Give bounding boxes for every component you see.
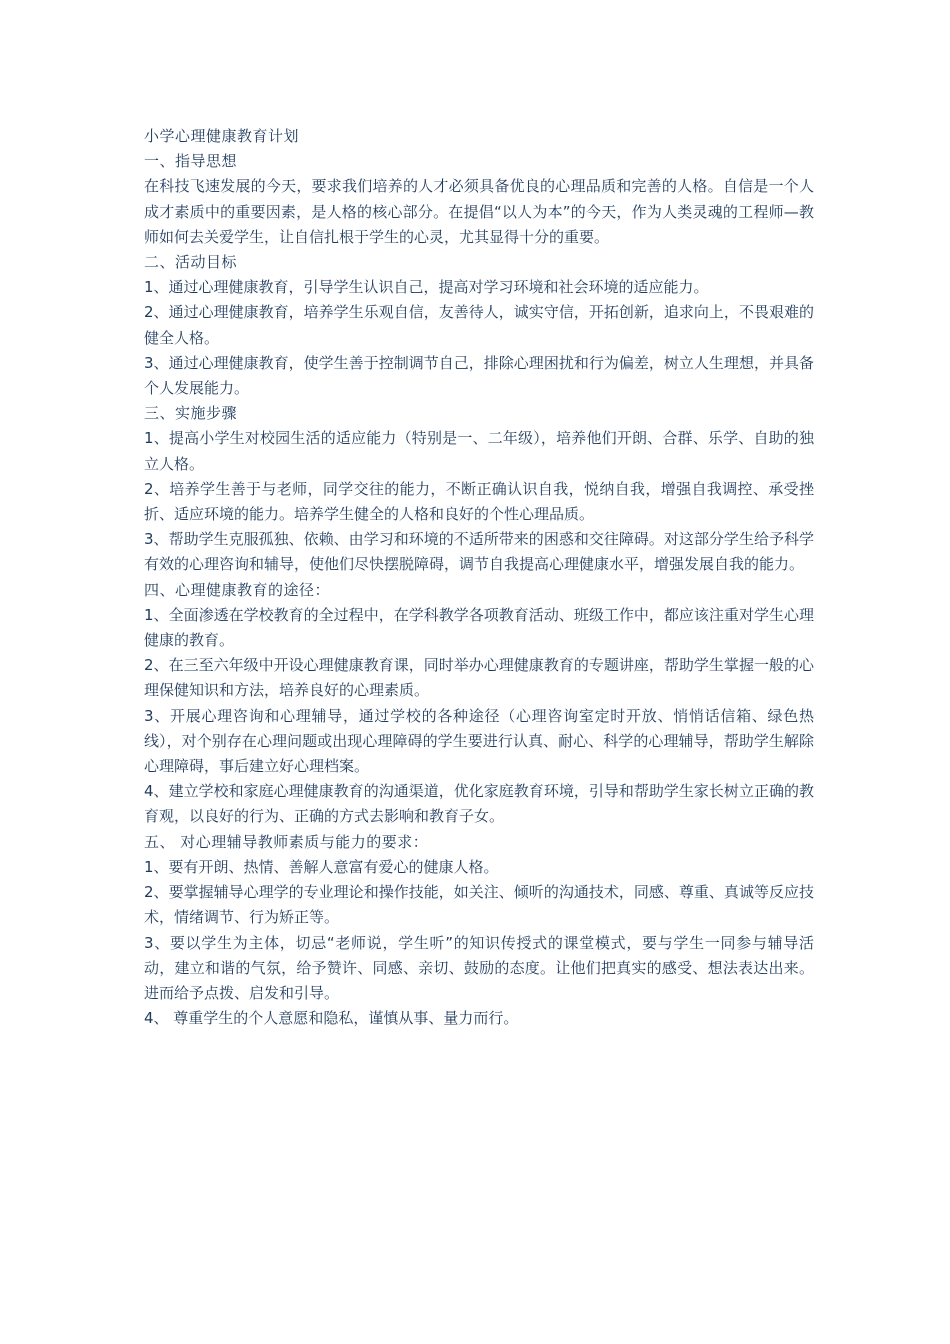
- section-4-heading: 四、心理健康教育的途径：: [144, 580, 331, 599]
- section-1-heading: 一、指导思想: [144, 152, 238, 171]
- section-3-item-3: 3、帮助学生克服孤独、依赖、由学习和环境的不适所带来的困惑和交往障碍。对这部分学生给予科学有效的心理咨询和辅导，使他们尽快摆脱障碍，调节自我提高心理健康水平，增强发展自我的能力。: [144, 530, 814, 574]
- section-4-item-3: 3、开展心理咨询和心理辅导，通过学校的各种途径（心理咨询室定时开放、悄悄话信箱、绿色热线），对个别存在心理问题或出现心理障碍的学生要进行认真、耐心、科学的心理辅导，帮助学生解除心理障碍，事后建立好心理档案。: [144, 706, 814, 776]
- section-2-item-1: 1、通过心理健康教育，引导学生认识自己，提高对学习环境和社会环境的适应能力。: [144, 278, 709, 297]
- section-4-item-4: 4、建立学校和家庭心理健康教育的沟通渠道，优化家庭教育环境，引导和帮助学生家长树立正确的教育观，以良好的行为、正确的方式去影响和教育子女。: [144, 782, 814, 826]
- section-3-heading: 三、实施步骤: [144, 404, 238, 423]
- section-3-item-2: 2、培养学生善于与老师，同学交往的能力，不断正确认识自我，悦纳自我，增强自我调控、承受挫折、适应环境的能力。培养学生健全的人格和良好的个性心理品质。: [144, 479, 814, 524]
- section-5-item-4: 4、 尊重学生的个人意愿和隐私，谨慎从事、量力而行。: [144, 1009, 519, 1028]
- section-2-item-3: 3、通过心理健康教育，使学生善于控制调节自己，排除心理困扰和行为偏差，树立人生理想，并具备个人发展能力。: [144, 353, 814, 398]
- section-1-paragraph: 在科技飞速发展的今天，要求我们培养的人才必须具备优良的心理品质和完善的人格。自信是一个人成才素质中的重要因素，是人格的核心部分。在提倡“以人为本”的今天，作为人类灵魂的工程师—教师如何去关爱学生，让自信扎根于学生的心灵，尤其显得十分的重要。: [144, 177, 814, 246]
- section-4-item-1: 1、全面渗透在学校教育的全过程中，在学科教学各项教育活动、班级工作中，都应该注重对学生心理健康的教育。: [144, 605, 814, 650]
- section-5-item-3: 3、要以学生为主体，切忌“老师说，学生听”的知识传授式的课堂模式，要与学生一同参与辅导活动，建立和谐的气氛，给予赞许、同感、亲切、鼓励的态度。让他们把真实的感受、想法表达出来。进而给予点拨、启发和引导。: [144, 933, 814, 1002]
- section-5-item-1: 1、要有开朗、热情、善解人意富有爱心的健康人格。: [144, 857, 499, 876]
- document-body: [144, 124, 814, 1031]
- document-title: 小学心理健康教育计划: [144, 127, 300, 145]
- section-5-item-2: 2、要掌握辅导心理学的专业理论和操作技能，如关注、倾听的沟通技术，同感、尊重、真诚等反应技术，情绪调节、行为矫正等。: [144, 883, 814, 927]
- section-3-item-1: 1、提高小学生对校园生活的适应能力（特别是一、二年级），培养他们开朗、合群、乐学、自助的独立人格。: [144, 429, 814, 473]
- section-2-heading: 二、活动目标: [144, 253, 238, 272]
- section-4-item-2: 2、在三至六年级中开设心理健康教育课，同时举办心理健康教育的专题讲座，帮助学生掌握一般的心理保健知识和方法，培养良好的心理素质。: [144, 656, 814, 700]
- section-2-item-2: 2、通过心理健康教育，培养学生乐观自信，友善待人，诚实守信，开拓创新，追求向上，不畏艰难的健全人格。: [144, 303, 814, 347]
- section-5-heading: 五、 对心理辅导教师素质与能力的要求：: [144, 832, 429, 851]
